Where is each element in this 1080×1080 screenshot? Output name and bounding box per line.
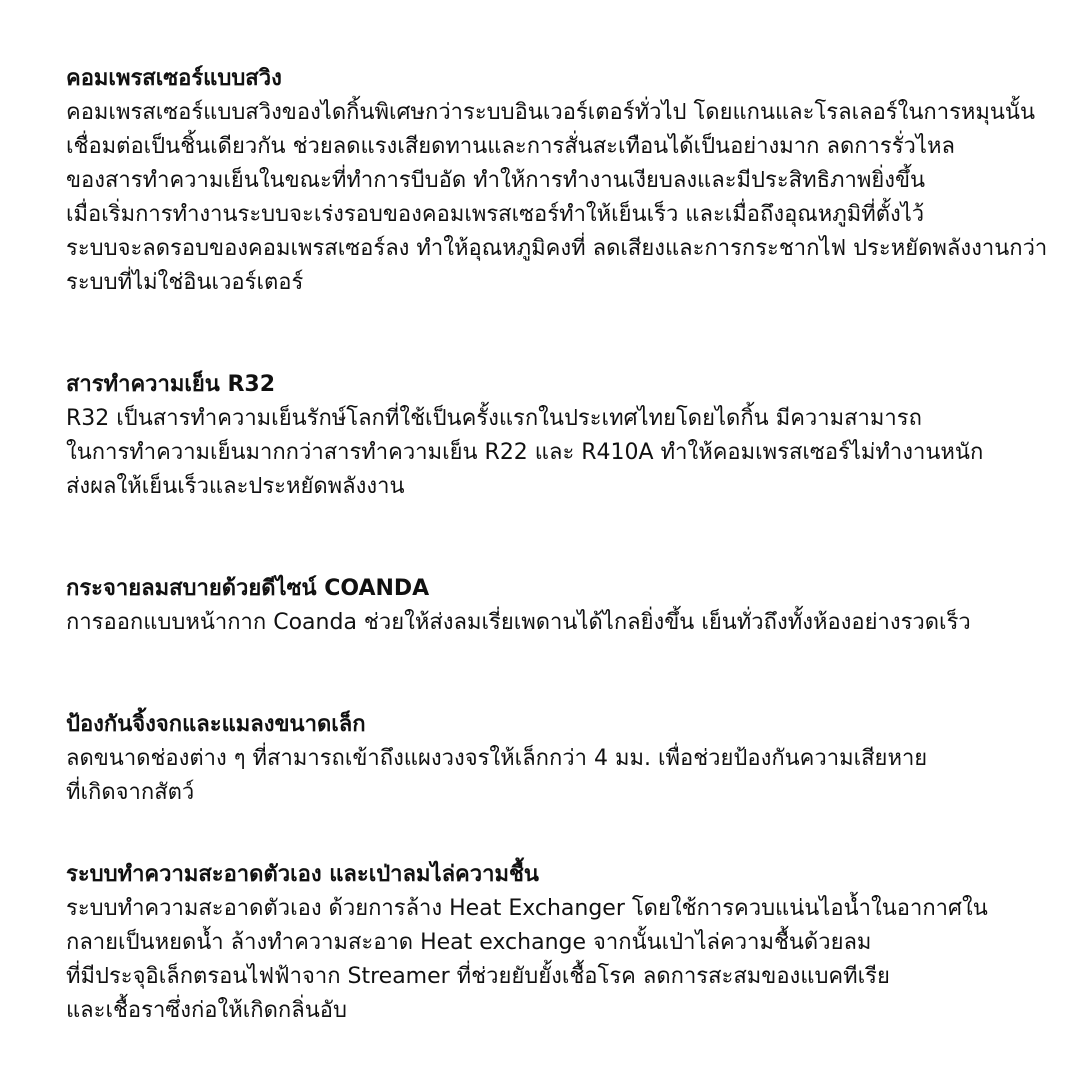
body-line: ระบบที่ไม่ใช่อินเวอร์เตอร์	[66, 270, 304, 295]
section-heading: สารทำความเย็น R32	[66, 372, 276, 397]
section-self-cleaning	[66, 858, 1076, 1028]
section-insect-protection	[66, 708, 1076, 810]
body-line: ระบบทำความสะอาดตัวเอง ด้วยการล้าง Heat Exchanger โดยใช้การควบแน่นไอน้ำในอากาศใน	[66, 896, 988, 921]
section-heading: ป้องกันจิ้งจกและแมลงขนาดเล็ก	[66, 712, 366, 737]
body-line: ลดขนาดช่องต่าง ๆ ที่สามารถเข้าถึงแผงวงจรให้เล็กกว่า 4 มม. เพื่อช่วยป้องกันความเสียหาย	[66, 746, 928, 771]
section-coanda-airflow	[66, 572, 1076, 640]
body-line: ของสารทำความเย็นในขณะที่ทำการบีบอัด ทำให้การทำงานเงียบลงและมีประสิทธิภาพยิ่งขึ้น	[66, 168, 926, 193]
section-heading: คอมเพรสเซอร์แบบสวิง	[66, 66, 282, 91]
body-line: เชื่อมต่อเป็นชิ้นเดียวกัน ช่วยลดแรงเสียดทานและการสั่นสะเทือนได้เป็นอย่างมาก ลดการรั่วไหล	[66, 134, 955, 159]
section-heading: ระบบทำความสะอาดตัวเอง และเป่าลมไล่ความชื้น	[66, 862, 539, 887]
section-r32-refrigerant	[66, 368, 1076, 504]
body-line: กลายเป็นหยดน้ำ ล้างทำความสะอาด Heat exchange จากนั้นเป่าไล่ความชื้นด้วยลม	[66, 930, 872, 955]
body-line: การออกแบบหน้ากาก Coanda ช่วยให้ส่งลมเรี่ยเพดานได้ไกลยิ่งขึ้น เย็นทั่วถึงทั้งห้องอย่างรวดเร็ว	[66, 610, 971, 635]
section-heading: กระจายลมสบายด้วยดีไซน์ COANDA	[66, 576, 430, 601]
body-line: คอมเพรสเซอร์แบบสวิงของไดกิ้นพิเศษกว่าระบบอินเวอร์เตอร์ทั่วไป โดยแกนและโรลเลอร์ในการหมุนนั้น	[66, 100, 1036, 125]
section-swing-compressor	[66, 62, 1076, 300]
body-line: ส่งผลให้เย็นเร็วและประหยัดพลังงาน	[66, 474, 405, 499]
body-line: ที่เกิดจากสัตว์	[66, 780, 195, 805]
body-line: ในการทำความเย็นมากกว่าสารทำความเย็น R22 และ R410A ทำให้คอมเพรสเซอร์ไม่ทำงานหนัก	[66, 440, 984, 465]
body-line: และเชื้อราซึ่งก่อให้เกิดกลิ่นอับ	[66, 998, 347, 1023]
body-line: เมื่อเริ่มการทำงานระบบจะเร่งรอบของคอมเพรสเซอร์ทำให้เย็นเร็ว และเมื่อถึงอุณหภูมิที่ตั้งไว้	[66, 202, 925, 227]
body-line: R32 เป็นสารทำความเย็นรักษ์โลกที่ใช้เป็นครั้งแรกในประเทศไทยโดยไดกิ้น มีความสามารถ	[66, 406, 922, 431]
body-line: ที่มีประจุอิเล็กตรอนไฟฟ้าจาก Streamer ที่ช่วยยับยั้งเชื้อโรค ลดการสะสมของแบคทีเรีย	[66, 964, 890, 989]
body-line: ระบบจะลดรอบของคอมเพรสเซอร์ลง ทำให้อุณหภูมิคงที่ ลดเสียงและการกระชากไฟ ประหยัดพลังงานกว่า	[66, 236, 1048, 261]
